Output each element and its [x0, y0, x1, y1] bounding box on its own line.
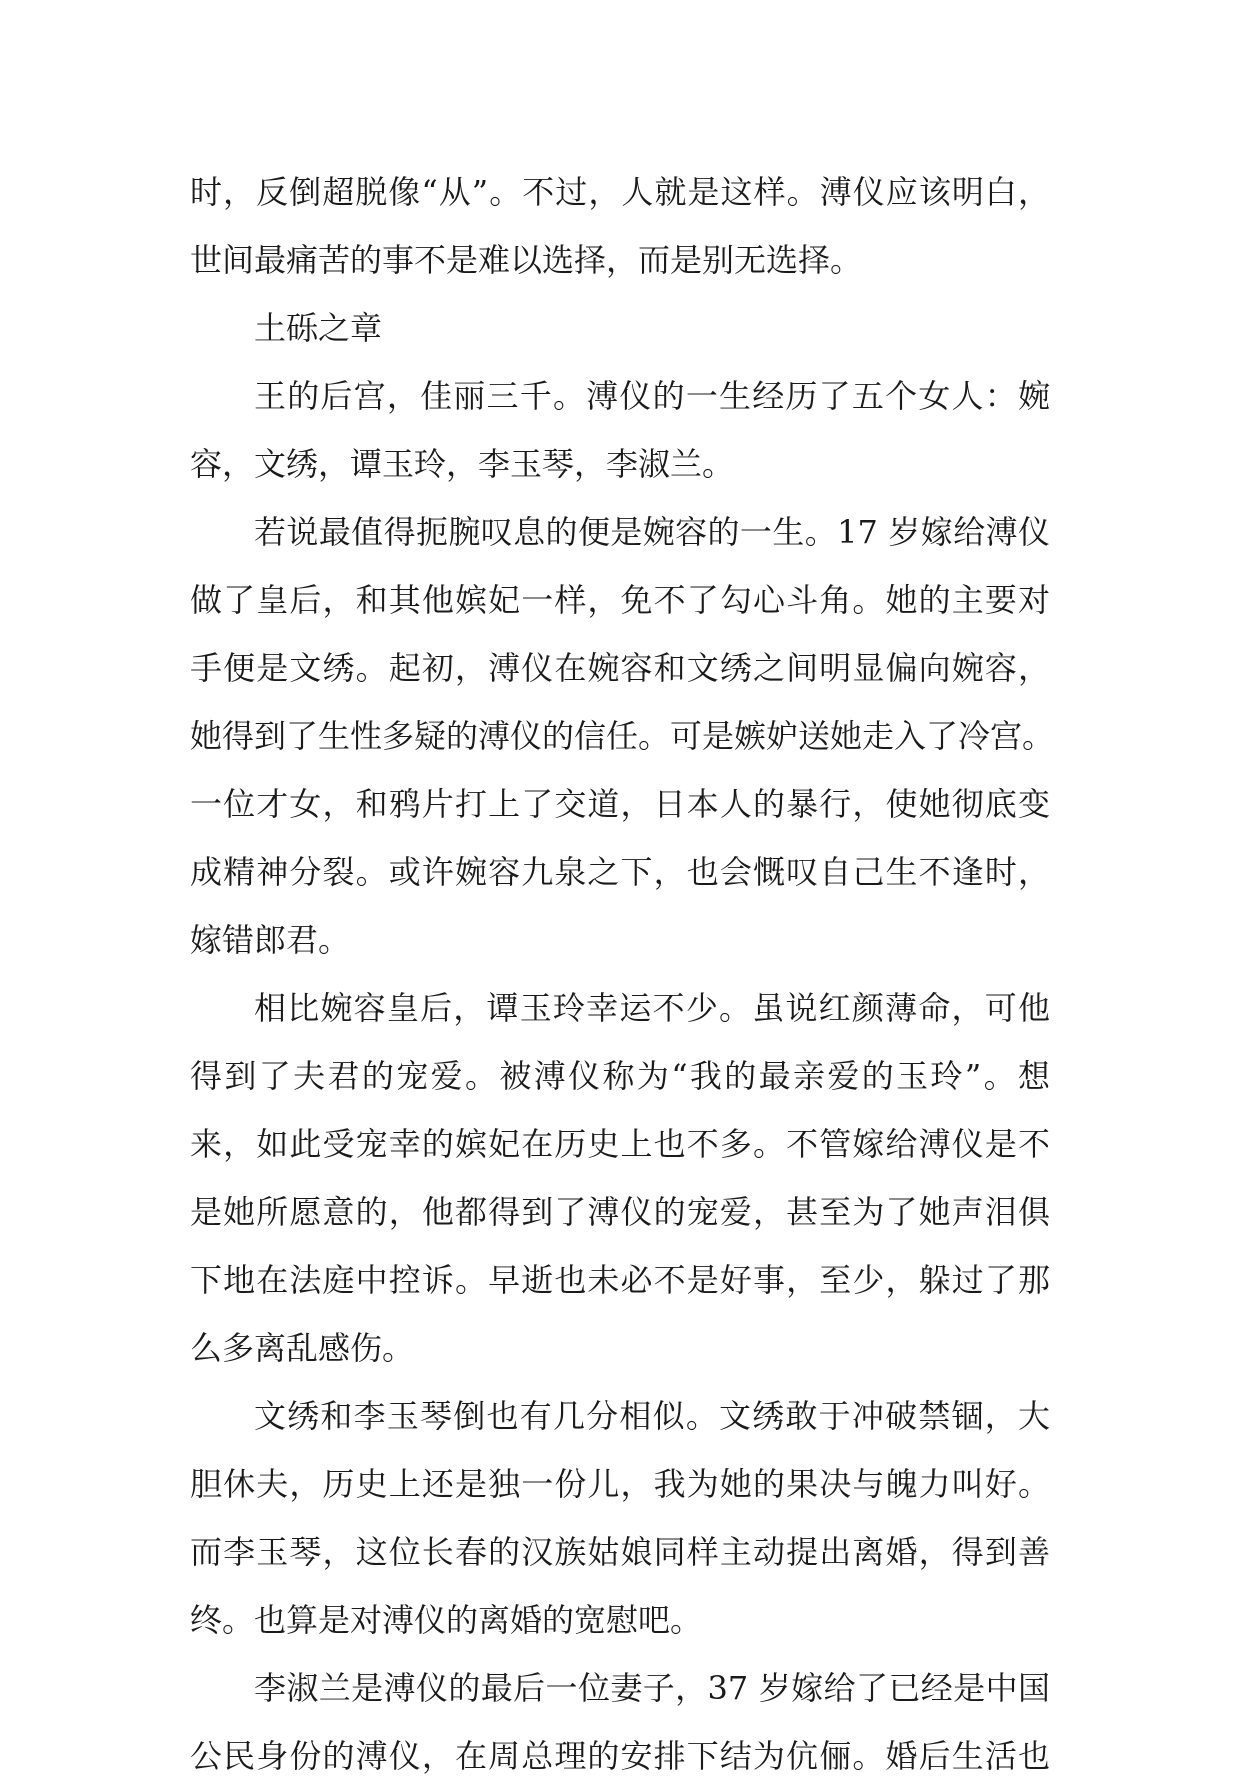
text-line: 李淑兰是溥仪的最后一位妻子，37 岁嫁给了已经是中国	[254, 1669, 1050, 1707]
text-line: 文绣和李玉琴倒也有几分相似。文绣敢于冲破禁锢，大	[254, 1397, 1050, 1435]
text-line: 若说最值得扼腕叹息的便是婉容的一生。17 岁嫁给溥仪	[254, 513, 1050, 551]
text-line: 胆休夫，历史上还是独一份儿，我为她的果决与魄力叫好。	[190, 1465, 1050, 1503]
text-line: 来，如此受宠幸的嫔妃在历史上也不多。不管嫁给溥仪是不	[190, 1125, 1050, 1163]
text-line: 么多离乱感伤。	[190, 1329, 415, 1367]
text-line: 时，反倒超脱像“从”。不过，人就是这样。溥仪应该明白，	[190, 173, 1050, 211]
text-line: 世间最痛苦的事不是难以选择，而是别无选择。	[190, 241, 863, 279]
text-line: 下地在法庭中控诉。早逝也未必不是好事，至少，躲过了那	[190, 1261, 1050, 1299]
text-line: 成精神分裂。或许婉容九泉之下，也会慨叹自己生不逢时，	[190, 853, 1050, 891]
text-line: 王的后宫，佳丽三千。溥仪的一生经历了五个女人：婉	[254, 377, 1050, 415]
text-line: 手便是文绣。起初，溥仪在婉容和文绣之间明显偏向婉容，	[190, 649, 1050, 687]
text-line: 一位才女，和鸦片打上了交道，日本人的暴行，使她彻底变	[190, 785, 1050, 823]
text-line: 嫁错郎君。	[190, 921, 351, 959]
text-line: 是她所愿意的，他都得到了溥仪的宠爱，甚至为了她声泪俱	[190, 1193, 1050, 1231]
text-line: 公民身份的溥仪，在周总理的安排下结为伉俪。婚后生活也	[190, 1737, 1050, 1775]
text-line: 相比婉容皇后，谭玉玲幸运不少。虽说红颜薄命，可他	[254, 989, 1050, 1027]
section-heading: 土砾之章	[254, 309, 383, 347]
text-line: 容，文绣，谭玉玲，李玉琴，李淑兰。	[190, 445, 735, 483]
text-line: 而李玉琴，这位长春的汉族姑娘同样主动提出离婚，得到善	[190, 1533, 1050, 1571]
text-line: 做了皇后，和其他嫔妃一样，免不了勾心斗角。她的主要对	[190, 581, 1050, 619]
document-body	[190, 158, 1055, 1790]
text-line: 得到了夫君的宠爱。被溥仪称为“我的最亲爱的玉玲”。想	[190, 1057, 1050, 1095]
text-line: 她得到了生性多疑的溥仪的信任。可是嫉妒送她走入了冷宫。	[190, 717, 1055, 755]
text-line: 终。也算是对溥仪的离婚的宽慰吧。	[190, 1601, 703, 1639]
